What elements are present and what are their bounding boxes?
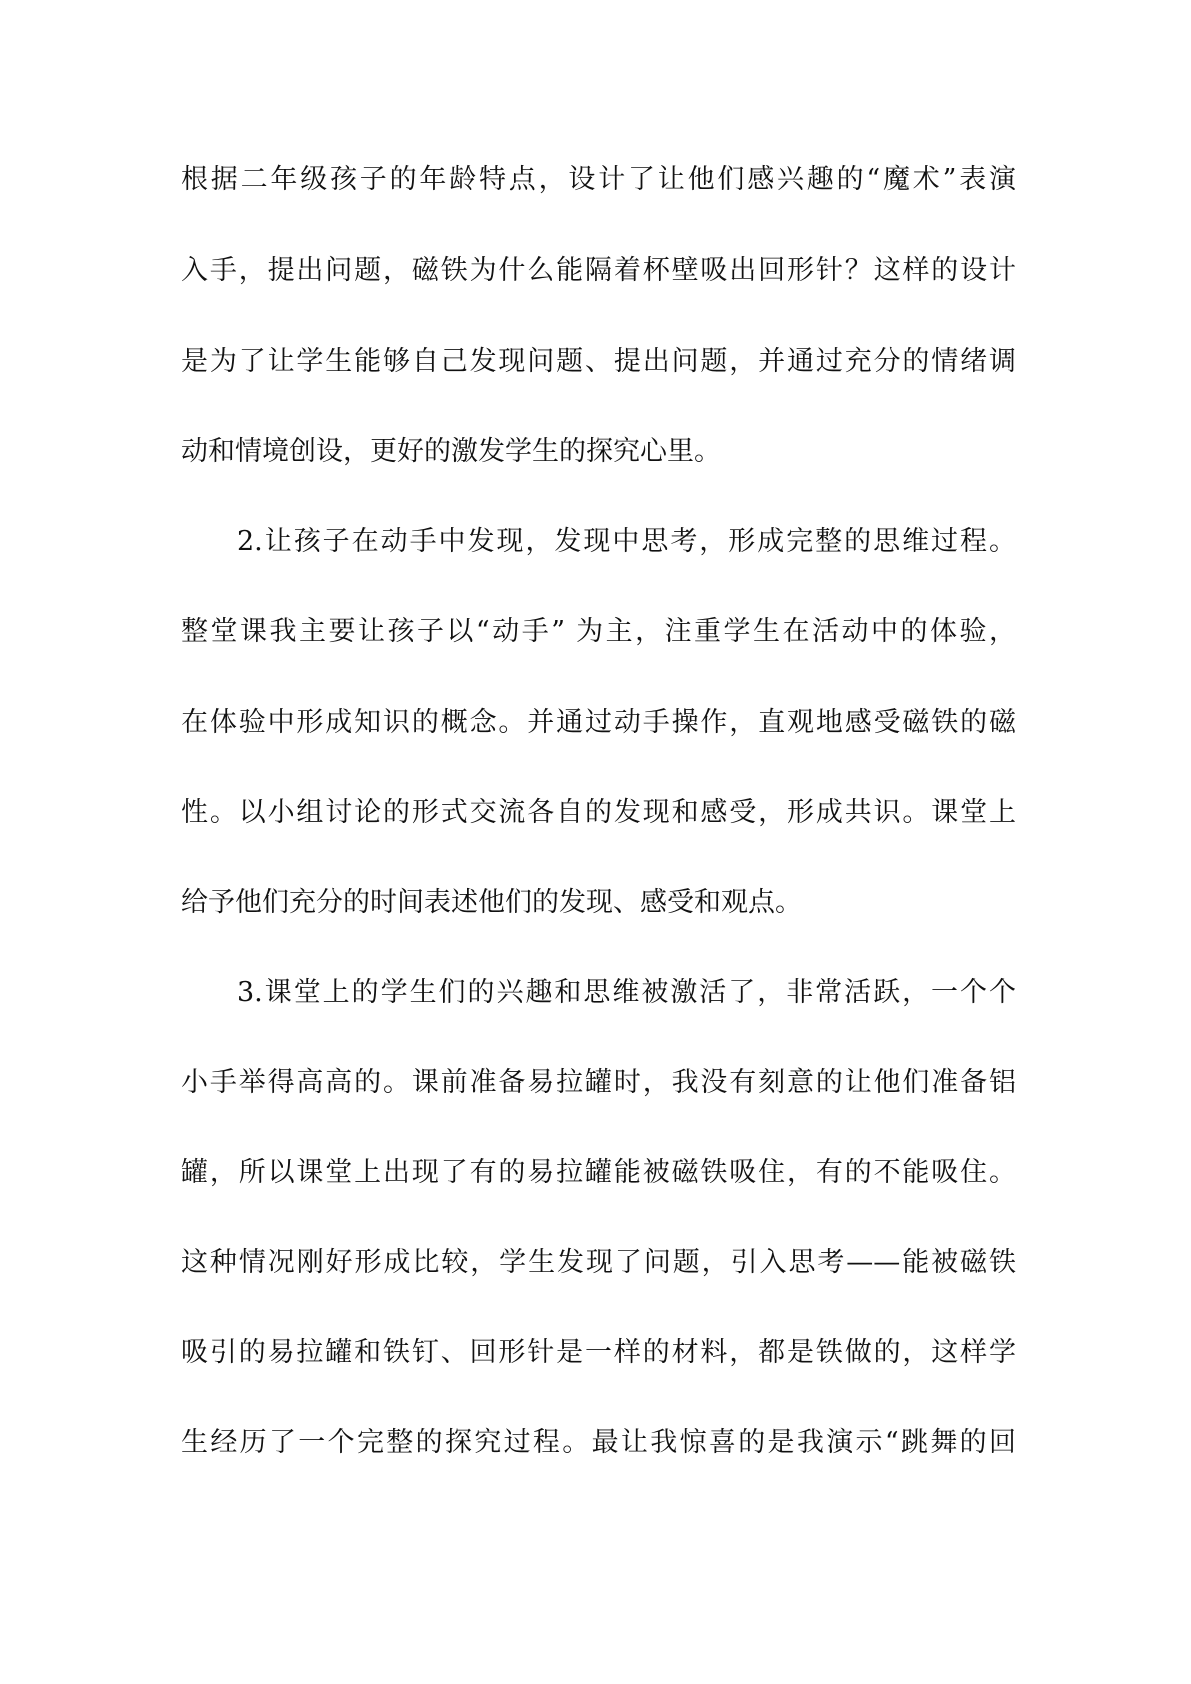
text-line-14: 吸引的易拉罐和铁钉、回形针是一样的材料，都是铁做的，这样学 bbox=[181, 1337, 1016, 1368]
text-line-8: 性。以小组讨论的形式交流各自的发现和感受，形成共识。课堂上 bbox=[181, 797, 1016, 828]
text-line-15: 生经历了一个完整的探究过程。最让我惊喜的是我演示“跳舞的回 bbox=[181, 1427, 1016, 1458]
text-line-7: 在体验中形成知识的概念。并通过动手操作，直观地感受磁铁的磁 bbox=[181, 707, 1016, 738]
text-line-4: 动和情境创设，更好的激发学生的探究心里。 bbox=[181, 436, 721, 467]
text-line-1: 根据二年级孩子的年龄特点，设计了让他们感兴趣的“魔术”表演 bbox=[181, 164, 1016, 195]
text-line-2: 入手，提出问题，磁铁为什么能隔着杯壁吸出回形针？这样的设计 bbox=[181, 255, 1016, 286]
text-line-10: 3.课堂上的学生们的兴趣和思维被激活了，非常活跃，一个个 bbox=[237, 977, 1016, 1008]
text-line-5: 2.让孩子在动手中发现，发现中思考，形成完整的思维过程。 bbox=[237, 526, 1016, 557]
text-line-11: 小手举得高高的。课前准备易拉罐时，我没有刻意的让他们准备铝 bbox=[181, 1067, 1016, 1098]
text-line-13: 这种情况刚好形成比较，学生发现了问题，引入思考——能被磁铁 bbox=[181, 1247, 1016, 1278]
text-line-12: 罐，所以课堂上出现了有的易拉罐能被磁铁吸住，有的不能吸住。 bbox=[181, 1157, 1016, 1188]
text-line-6: 整堂课我主要让孩子以“动手” 为主，注重学生在活动中的体验， bbox=[181, 616, 1016, 647]
text-line-3: 是为了让学生能够自己发现问题、提出问题，并通过充分的情绪调 bbox=[181, 346, 1016, 377]
text-line-9: 给予他们充分的时间表述他们的发现、感受和观点。 bbox=[181, 887, 802, 918]
